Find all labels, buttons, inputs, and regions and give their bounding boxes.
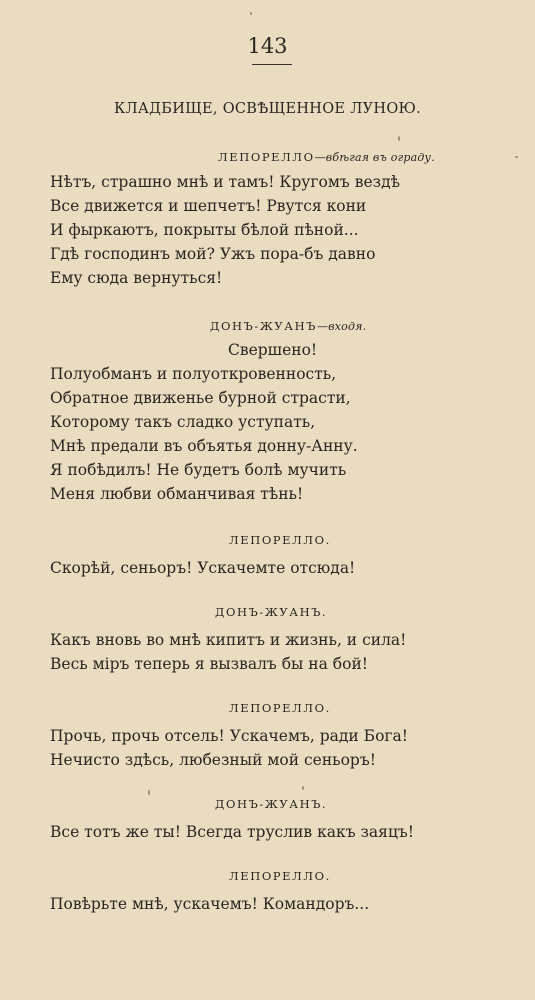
- verse-line: Нечисто здѣсь, любезный мой сеньоръ!: [50, 751, 376, 769]
- page-number: 143: [247, 34, 288, 58]
- paper-speck: [398, 136, 400, 141]
- verse-line: Меня любви обманчивая тѣнь!: [50, 485, 304, 503]
- paper-speck: [250, 12, 252, 15]
- verse-line: Прочь, прочь отсель! Ускачемъ, ради Бога!: [50, 727, 408, 745]
- verse-line: Ему сюда вернуться!: [50, 269, 223, 287]
- verse-line: Гдѣ господинъ мой? Ужъ пора-бъ давно: [50, 245, 376, 263]
- verse-line: Обратное движенье бурной страсти,: [50, 389, 351, 407]
- speaker-name: ДОНЪ-ЖУАНЪ.: [215, 605, 328, 619]
- verse-line: Нѣтъ, страшно мнѣ и тамъ! Кругомъ вездѣ: [50, 173, 400, 191]
- paper-speck: [515, 156, 518, 158]
- speaker-name: ЛЕПОРЕЛЛО.: [229, 533, 331, 547]
- verse-line: Все тотъ же ты! Всегда труслив какъ заяцъ!: [50, 823, 415, 841]
- speaker-heading: [218, 146, 435, 165]
- speaker-name: ЛЕПОРЕЛЛО.: [229, 869, 331, 883]
- verse-line: Скорѣй, сеньоръ! Ускачемте отсюда!: [50, 559, 356, 577]
- scene-title: КЛАДБИЩЕ, ОСВѢЩЕННОЕ ЛУНОЮ.: [113, 101, 422, 117]
- stage-direction: —входя.: [316, 320, 367, 333]
- verse-line: Какъ вновь во мнѣ кипитъ и жизнь, и сила!: [50, 631, 407, 649]
- speaker-name: ДОНЪ-ЖУАНЪ.: [215, 797, 328, 811]
- page-number-rule: [252, 64, 292, 65]
- verse-line: Повѣрьте мнѣ, ускачемъ! Командоръ...: [50, 895, 370, 913]
- verse-line: Которому такъ сладко уступать,: [50, 413, 316, 431]
- verse-line: Весь міръ теперь я вызвалъ бы на бой!: [50, 655, 369, 673]
- speaker-name: ДОНЪ-ЖУАНЪ: [210, 319, 317, 333]
- paper-speck: [302, 786, 304, 790]
- stage-direction: —вбѣгая въ ограду.: [314, 151, 435, 164]
- verse-line: Я побѣдилъ! Не будетъ болѣ мучить: [50, 461, 347, 479]
- speaker-heading: [210, 315, 366, 334]
- verse-line: Свершено!: [228, 341, 318, 359]
- speaker-name: ЛЕПОРЕЛЛО: [218, 150, 315, 164]
- verse-line: Мнѣ предали въ объятья донну-Анну.: [50, 437, 358, 455]
- paper-speck: [148, 790, 150, 795]
- speaker-name: ЛЕПОРЕЛЛО.: [229, 701, 331, 715]
- verse-line: Полуобманъ и полуоткровенность,: [50, 365, 337, 383]
- verse-line: И фыркаютъ, покрыты бѣлой пѣной...: [50, 221, 359, 239]
- verse-line: Все движется и шепчетъ! Рвутся кони: [50, 197, 367, 215]
